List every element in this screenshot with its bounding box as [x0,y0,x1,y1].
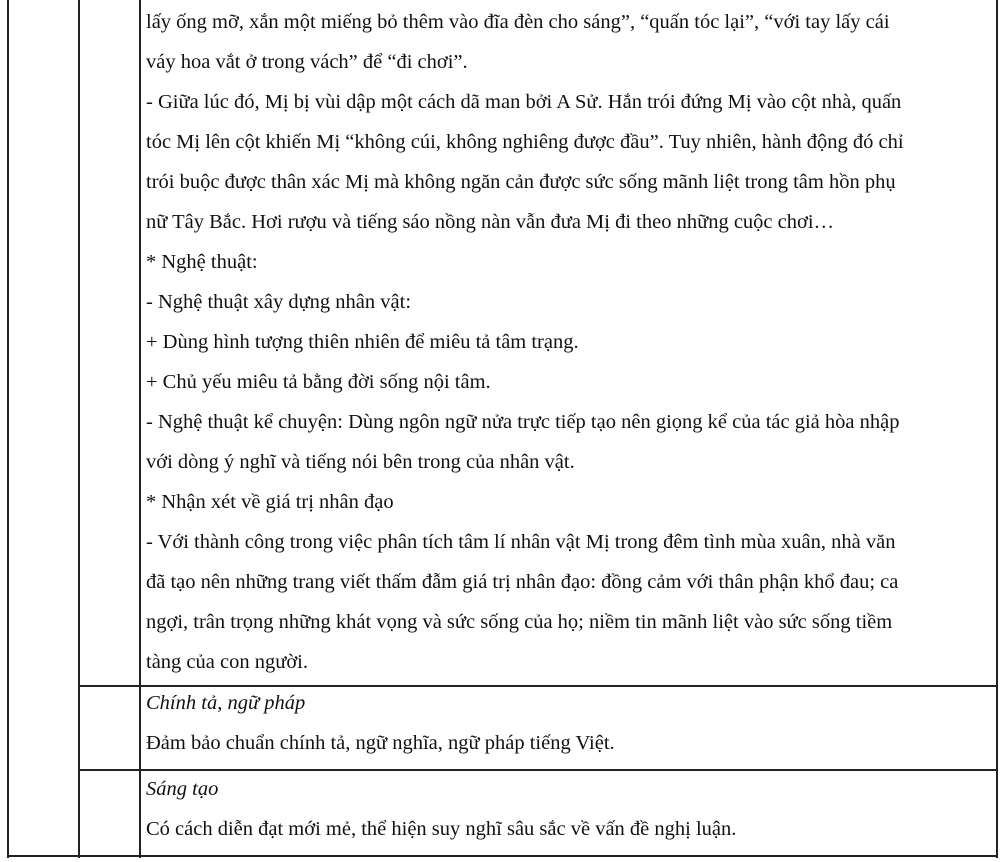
paragraph-line: lấy ống mỡ, xắn một miếng bỏ thêm vào đĩa đèn cho sáng”, “quấn tóc lại”, “với tay lấy cái [146,11,890,33]
paragraph-line: - Nghệ thuật kể chuyện: Dùng ngôn ngữ nửa trực tiếp tạo nên giọng kể của tác giả hòa nhập [146,411,900,433]
section-heading-humanity: * Nhận xét về giá trị nhân đạo [146,491,394,513]
table-right-border [996,0,998,858]
table-bottom-border [7,855,998,857]
paragraph-line: + Chủ yếu miêu tả bằng đời sống nội tâm. [146,371,491,393]
paragraph-line: - Giữa lúc đó, Mị bị vùi dập một cách dã man bởi A Sử. Hắn trói đứng Mị vào cột nhà, quấn [146,91,902,113]
creativity-heading: Sáng tạo [146,778,219,800]
paragraph-line: tàng của con người. [146,651,308,673]
column-divider-1 [78,0,80,858]
table-left-border [7,0,9,858]
paragraph-line: - Với thành công trong việc phân tích tâm lí nhân vật Mị trong đêm tình mùa xuân, nhà văn [146,531,896,553]
paragraph-line: đã tạo nên những trang viết thấm đẫm giá trị nhân đạo: đồng cảm với thân phận khổ đau; ca [146,571,899,593]
spelling-grammar-heading: Chính tả, ngữ pháp [146,692,306,714]
analysis-cell [146,0,992,684]
creativity-cell [146,771,992,855]
paragraph-line: với dòng ý nghĩ và tiếng nói bên trong của nhân vật. [146,451,575,473]
grading-table [7,0,998,858]
paragraph-line: - Nghệ thuật xây dựng nhân vật: [146,291,412,313]
spelling-grammar-text: Đảm bảo chuẩn chính tả, ngữ nghĩa, ngữ pháp tiếng Việt. [146,732,615,754]
section-heading-art: * Nghệ thuật: [146,251,258,273]
column-divider-2 [139,0,141,858]
paragraph-line: nữ Tây Bắc. Hơi rượu và tiếng sáo nồng nàn vẫn đưa Mị đi theo những cuộc chơi… [146,211,835,233]
paragraph-line: tóc Mị lên cột khiến Mị “không cúi, không nghiêng được đầu”. Tuy nhiên, hành động đó chỉ [146,131,904,153]
creativity-text: Có cách diễn đạt mới mẻ, thể hiện suy nghĩ sâu sắc về vấn đề nghị luận. [146,818,737,840]
paragraph-line: ngợi, trân trọng những khát vọng và sức sống của họ; niềm tin mãnh liệt vào sức sống tiềm [146,611,893,633]
paragraph-line: váy hoa vắt ở trong vách” để “đi chơi”. [146,51,468,73]
spelling-grammar-cell [146,687,992,769]
paragraph-line: trói buộc được thân xác Mị mà không ngăn cản được sức sống mãnh liệt trong tâm hồn phụ [146,171,896,193]
paragraph-line: + Dùng hình tượng thiên nhiên để miêu tả tâm trạng. [146,331,579,353]
